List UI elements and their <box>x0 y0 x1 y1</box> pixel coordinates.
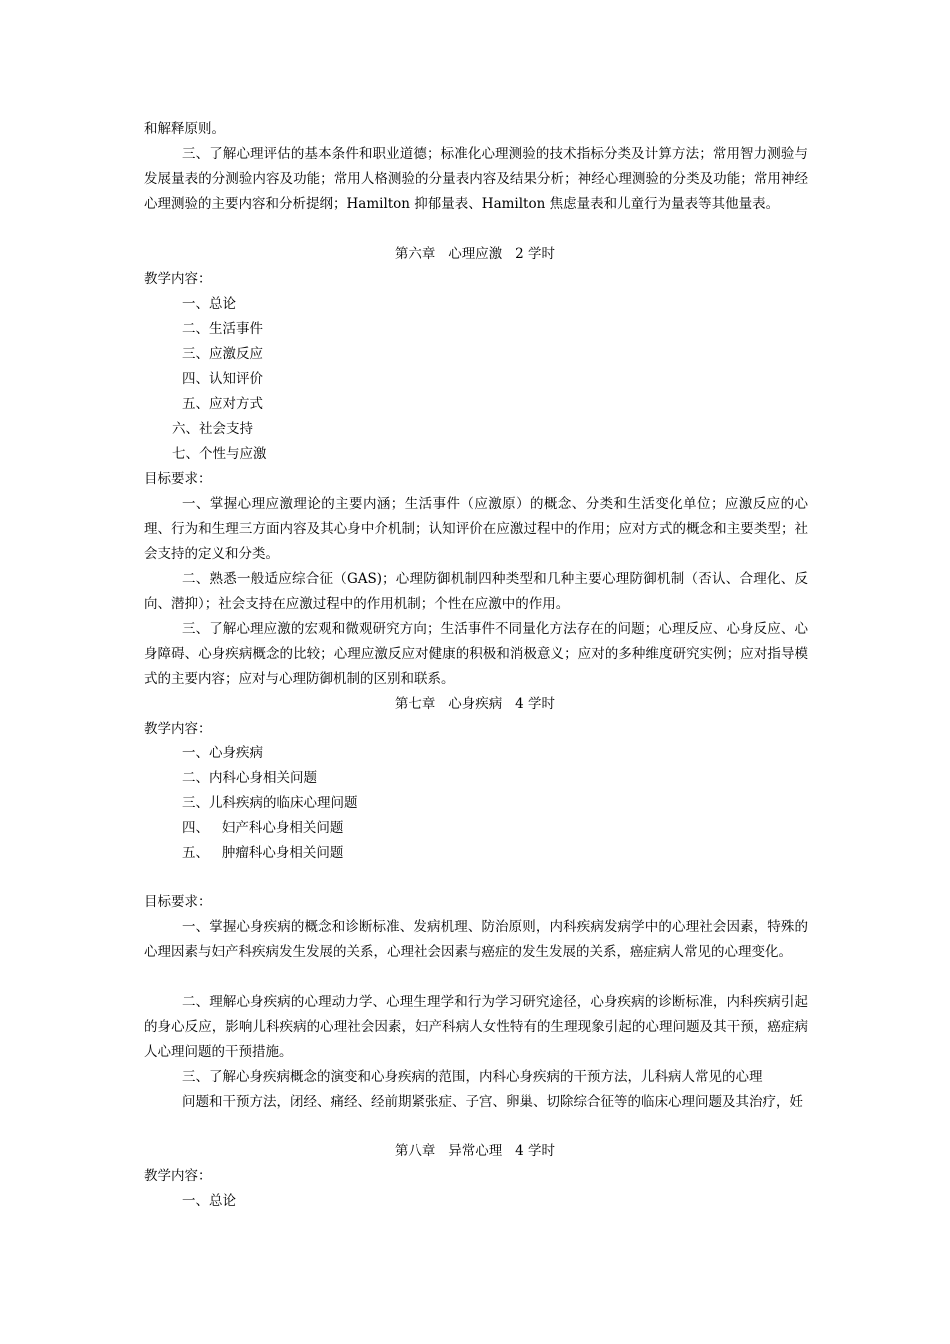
chapter-6-title: 第六章 心理应激 2 学时 <box>394 246 556 262</box>
ch6-goal-3: 三、了解心理应激的宏观和微观研究方向；生活事件不同量化方法存在的问题；心理反应、心身反应、心身障碍、心身疾病概念的比较；心理应激反应对健康的积极和消极意义；应对的多种维度研究实例；应对指导模式的主要内容；应对与心理防御机制的区别和联系。 <box>144 621 808 687</box>
ch7-item-4: 四、 妇产科心身相关问题 <box>182 820 344 836</box>
ch6-goals-label: 目标要求： <box>144 471 212 487</box>
ch7-goal-1: 一、掌握心身疾病的概念和诊断标准、发病机理、防治原则，内科疾病发病学中的心理社会因素，特殊的心理因素与妇产科疾病发生发展的关系，心理社会因素与癌症的发生发展的关系，癌症病人常见的心理变化。 <box>144 919 808 960</box>
ch6-item-3: 三、应激反应 <box>182 346 263 362</box>
ch6-goal-2: 二、熟悉一般适应综合征（GAS)；心理防御机制四种类型和几种主要心理防御机制（否认、合理化、反向、潜抑）；社会支持在应激过程中的作用机制；个性在应激中的作用。 <box>144 571 808 612</box>
ch6-item-1: 一、总论 <box>182 296 236 312</box>
ch6-item-2: 二、生活事件 <box>182 321 263 337</box>
ch7-goal-3-rest: 问题和干预方法，闭经、痛经、经前期紧张症、子宫、卵巢、切除综合征等的临床心理问题及其治疗，妊 <box>182 1094 803 1110</box>
ch7-goals-label: 目标要求： <box>144 894 212 910</box>
chapter-7-title: 第七章 心身疾病 4 学时 <box>394 696 556 712</box>
paragraph-intro-tail: 和解释原则。 <box>144 121 225 137</box>
ch7-item-2: 二、内科心身相关问题 <box>182 770 317 786</box>
ch7-item-1: 一、心身疾病 <box>182 745 263 761</box>
ch7-goal-2: 二、理解心身疾病的心理动力学、心理生理学和行为学习研究途径，心身疾病的诊断标准，内科疾病引起的身心反应，影响儿科疾病的心理社会因素，妇产科病人女性特有的生理现象引起的心理问题及其干预，癌症病人心理问题的干预措施。 <box>144 994 808 1060</box>
ch6-item-7: 七、个性与应激 <box>172 446 267 462</box>
ch6-item-5: 五、应对方式 <box>182 396 263 412</box>
ch7-content-label: 教学内容： <box>144 721 212 737</box>
ch8-content-label: 教学内容： <box>144 1168 212 1184</box>
ch5-goal-3: 三、了解心理评估的基本条件和职业道德；标准化心理测验的技术指标分类及计算方法；常用智力测验与发展量表的分测验内容及功能；常用人格测验的分量表内容及结果分析；神经心理测验的分类及功能；常用神经心理测验的主要内容和分析提纲；Hamilton 抑郁量表、Hamilton 焦虑量表和儿童行为量表等其他量表。 <box>144 146 808 212</box>
ch7-goal-3-line-1: 三、了解心身疾病概念的演变和心身疾病的范围，内科心身疾病的干预方法，儿科病人常见的心理 <box>182 1069 763 1085</box>
ch7-item-3: 三、儿科疾病的临床心理问题 <box>182 795 358 811</box>
chapter-8-title: 第八章 异常心理 4 学时 <box>394 1143 556 1159</box>
ch6-item-6: 六、社会支持 <box>172 421 253 437</box>
ch8-item-1: 一、总论 <box>182 1193 236 1209</box>
ch7-item-5: 五、 肿瘤科心身相关问题 <box>182 845 344 861</box>
ch6-goal-1: 一、掌握心理应激理论的主要内涵；生活事件（应激原）的概念、分类和生活变化单位；应激反应的心理、行为和生理三方面内容及其心身中介机制；认知评价在应激过程中的作用；应对方式的概念和主要类型；社会支持的定义和分类。 <box>144 496 808 562</box>
ch6-content-label: 教学内容： <box>144 271 212 287</box>
ch6-item-4: 四、认知评价 <box>182 371 263 387</box>
